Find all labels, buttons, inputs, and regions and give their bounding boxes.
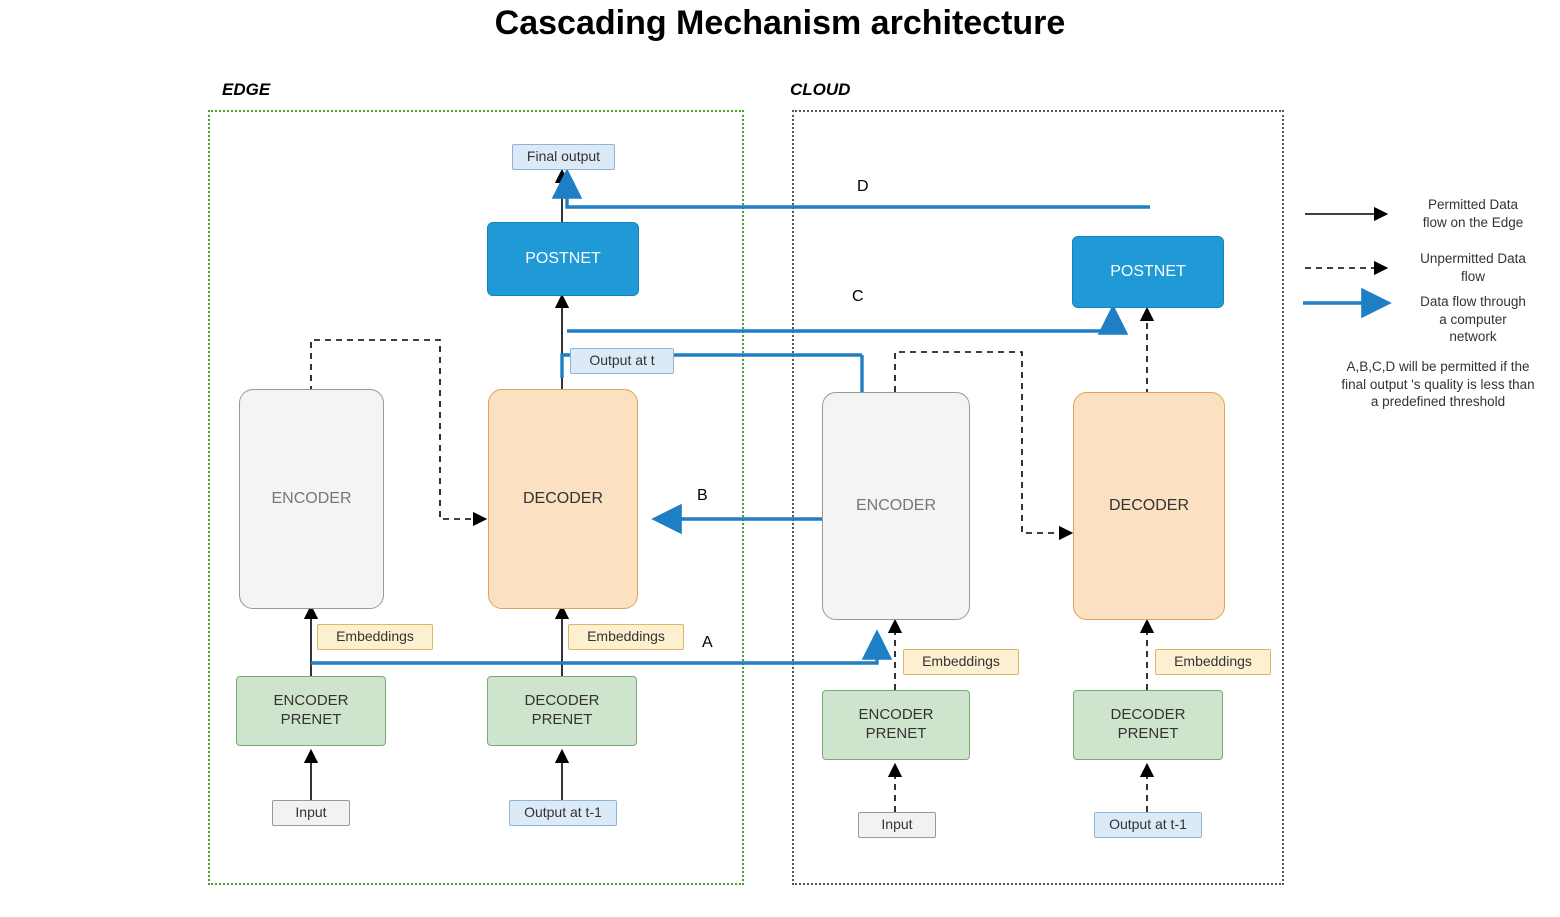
edge-decoder: DECODER [488, 389, 638, 609]
flow-letter-d: D [857, 178, 869, 195]
legend-unpermitted [1398, 250, 1548, 285]
edge-encoder-embeddings: Embeddings [317, 624, 433, 650]
legend-note [1328, 358, 1548, 411]
edge-postnet: POSTNET [487, 222, 639, 296]
edge-decoder-embeddings: Embeddings [568, 624, 684, 650]
legend-permitted-line1: Permitted Data [1427, 197, 1519, 212]
cloud-decoder-prenet-line1: DECODER [1110, 706, 1186, 724]
legend-note-line3: a predefined threshold [1370, 394, 1506, 410]
edge-decoder-prenet-line1: DECODER [524, 692, 600, 710]
edge-encoder-prenet-line2: PRENET [280, 711, 342, 728]
legend-permitted-line2: flow on the Edge [1422, 214, 1524, 230]
cloud-encoder: ENCODER [822, 392, 970, 620]
cloud-encoder-embeddings: Embeddings [903, 649, 1019, 675]
flow-letter-b: B [697, 487, 708, 504]
cloud-encoder-prenet-line2: PRENET [865, 725, 927, 742]
legend-unpermitted-line2: flow [1460, 268, 1485, 284]
legend-note-line1: A,B,C,D will be permitted if the [1346, 359, 1530, 374]
zone-cloud-label: CLOUD [790, 80, 851, 99]
edge-final-output: Final output [512, 144, 615, 170]
page-title: Cascading Mechanism architecture [494, 4, 1066, 42]
cloud-decoder: DECODER [1073, 392, 1225, 620]
cloud-decoder-prenet-line2: PRENET [1117, 725, 1179, 742]
cloud-decoder-embeddings: Embeddings [1155, 649, 1271, 675]
edge-encoder-prenet [236, 676, 386, 746]
legend-permitted [1398, 196, 1548, 231]
legend-note-line2: final output 's quality is less than [1341, 376, 1535, 392]
legend-network [1398, 293, 1548, 346]
cloud-encoder-prenet [822, 690, 970, 760]
cloud-output-at-t-minus-1: Output at t-1 [1094, 812, 1202, 838]
flow-letter-a: A [702, 634, 713, 651]
edge-decoder-prenet [487, 676, 637, 746]
edge-encoder-prenet-line1: ENCODER [273, 692, 349, 710]
legend-network-line3: network [1449, 329, 1497, 345]
legend-unpermitted-line1: Unpermitted Data [1420, 251, 1526, 266]
cloud-postnet: POSTNET [1072, 236, 1224, 308]
legend-network-line2: a computer [1439, 311, 1507, 327]
edge-encoder: ENCODER [239, 389, 384, 609]
legend-network-line1: Data flow through [1420, 294, 1526, 309]
cloud-encoder-prenet-line1: ENCODER [858, 706, 934, 724]
cloud-decoder-prenet [1073, 690, 1223, 760]
edge-decoder-prenet-line2: PRENET [531, 711, 593, 728]
flow-letter-c: C [852, 288, 864, 305]
edge-output-at-t: Output at t [570, 348, 674, 374]
edge-input: Input [272, 800, 350, 826]
edge-output-at-t-minus-1: Output at t-1 [509, 800, 617, 826]
cloud-input: Input [858, 812, 936, 838]
zone-edge-label: EDGE [222, 80, 271, 99]
